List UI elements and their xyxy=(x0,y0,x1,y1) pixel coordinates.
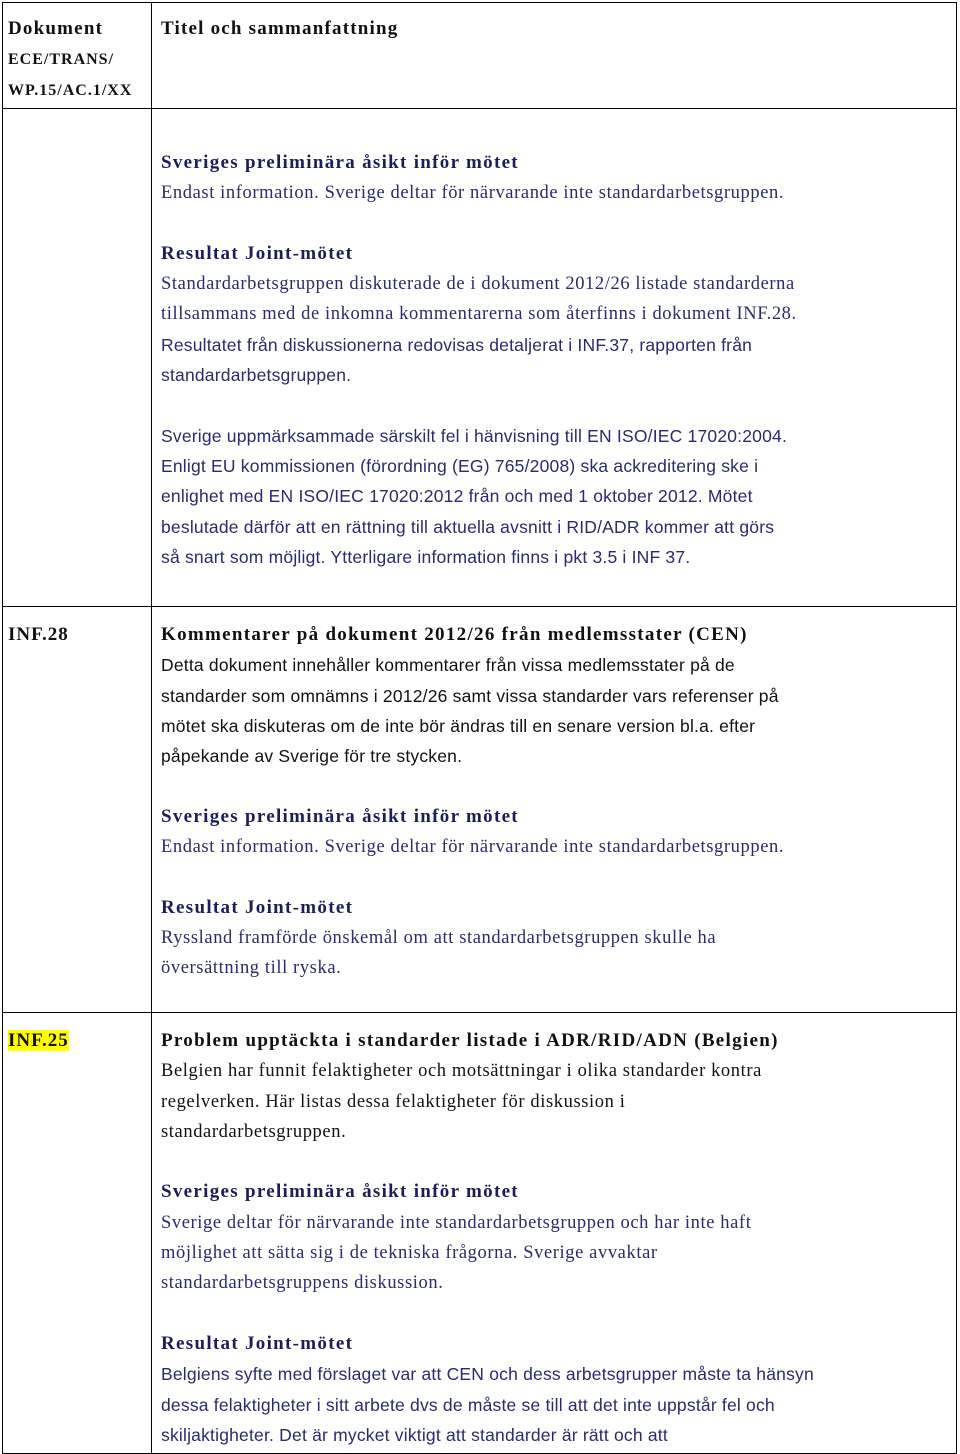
row-2-ref: INF.25 xyxy=(8,1030,69,1051)
row-1-ref-cell xyxy=(8,620,146,650)
row-2-section-1-line-0: Belgiens syfte med förslaget var att CEN och dess arbetsgrupper måste ta hänsyn xyxy=(161,1364,814,1385)
row-2-section-1-line-2: skiljaktigheter. Det är mycket viktigt att standarder är rätt och att xyxy=(161,1424,668,1445)
row-1-section-1-line-0: Ryssland framförde önskemål om att standardarbetsgruppen skulle ha xyxy=(161,927,717,948)
row-0-section-0-line-0: Endast information. Sverige deltar för närvarande inte standardarbetsgruppen. xyxy=(161,183,785,204)
row-2-title: Problem upptäckta i standarder listade i ADR/RID/ADN (Belgien) xyxy=(161,1030,779,1051)
header-doc-cell xyxy=(8,14,146,106)
row-1-section-1-line-1: översättning till ryska. xyxy=(161,958,342,979)
row-0-section-1-heading: Resultat Joint-mötet xyxy=(161,242,354,264)
row-2-section-0-heading: Sveriges preliminära åsikt inför mötet xyxy=(161,1181,519,1203)
row-0-section-1-line-2: Resultatet från diskussionerna redovisas detaljerat i INF.37, rapporten från xyxy=(161,334,753,355)
row-1-section-1-heading: Resultat Joint-mötet xyxy=(161,896,354,918)
row-2-section-0-line-0: Sverige deltar för närvarande inte standardarbetsgruppen och har inte haft xyxy=(161,1212,752,1233)
row-2-section-0-line-1: möjlighet att sätta sig i de tekniska frågorna. Sverige avvaktar xyxy=(161,1243,658,1264)
row-0-section-2-line-4: så snart som möjligt. Ytterligare information finns i pkt 3.5 i INF 37. xyxy=(161,546,691,567)
row-1-intro-1: standarder som omnämns i 2012/26 samt vissa standarder vars referenser på xyxy=(161,685,779,706)
row-2-intro-0: Belgien har funnit felaktigheter och motsättningar i olika standarder kontra xyxy=(161,1061,762,1082)
row-1-content xyxy=(161,620,951,984)
row-1-section-0-line-0: Endast information. Sverige deltar för närvarande inte standardarbetsgruppen. xyxy=(161,837,785,858)
row-2-ref-cell xyxy=(8,1026,146,1056)
row-0-section-1-line-1: tillsammans med de inkomna kommentarerna som återfinns i dokument INF.28. xyxy=(161,304,797,325)
header-doc-label: Dokument xyxy=(8,18,104,39)
row-0-content xyxy=(161,148,951,572)
row-divider xyxy=(3,1012,956,1013)
row-0-section-1-line-0: Standardarbetsgruppen diskuterade de i dokument 2012/26 listade standarderna xyxy=(161,274,795,295)
row-2-intro-1: regelverken. Här listas dessa felaktigheter för diskussion i xyxy=(161,1091,626,1112)
row-2-content xyxy=(161,1026,951,1450)
header-doc-id-line2: WP.15/AC.1/XX xyxy=(8,82,133,99)
row-1-section-0-heading: Sveriges preliminära åsikt inför mötet xyxy=(161,805,519,827)
column-divider xyxy=(151,3,152,1453)
row-1-intro-3: påpekande av Sverige för tre stycken. xyxy=(161,746,463,767)
document-table xyxy=(2,2,957,1454)
row-2-section-1-line-1: dessa felaktigheter i sitt arbete dvs de måste se till att det inte uppstår fel och xyxy=(161,1394,775,1415)
row-0-section-0-heading: Sveriges preliminära åsikt inför mötet xyxy=(161,152,519,173)
header-divider xyxy=(3,108,956,109)
row-1-ref: INF.28 xyxy=(8,624,69,645)
row-0-section-2-line-3: beslutade därför att en rättning till aktuella avsnitt i RID/ADR kommer att görs xyxy=(161,516,775,537)
header-title-cell xyxy=(161,14,951,44)
header-title-label: Titel och sammanfattning xyxy=(161,18,399,39)
row-0-section-2-line-0: Sverige uppmärksammade särskilt fel i hänvisning till EN ISO/IEC 17020:2004. xyxy=(161,425,788,446)
row-0-section-2-line-1: Enligt EU kommissionen (förordning (EG) 765/2008) ska ackreditering ske i xyxy=(161,455,759,476)
row-1-title: Kommentarer på dokument 2012/26 från medlemsstater (CEN) xyxy=(161,624,748,645)
row-1-intro-2: mötet ska diskuteras om de inte bör ändras till en senare version bl.a. efter xyxy=(161,715,756,736)
header-doc-id-line1: ECE/TRANS/ xyxy=(8,51,115,68)
row-0-section-1-line-3: standardarbetsgruppen. xyxy=(161,365,352,386)
row-divider xyxy=(3,606,956,607)
row-2-section-0-line-2: standardarbetsgruppens diskussion. xyxy=(161,1273,444,1294)
row-2-intro-2: standardarbetsgruppen. xyxy=(161,1121,347,1142)
row-1-intro-0: Detta dokument innehåller kommentarer från vissa medlemsstater på de xyxy=(161,655,735,676)
row-0-section-2-line-2: enlighet med EN ISO/IEC 17020:2012 från och med 1 oktober 2012. Mötet xyxy=(161,486,753,507)
row-2-section-1-heading: Resultat Joint-mötet xyxy=(161,1332,354,1354)
